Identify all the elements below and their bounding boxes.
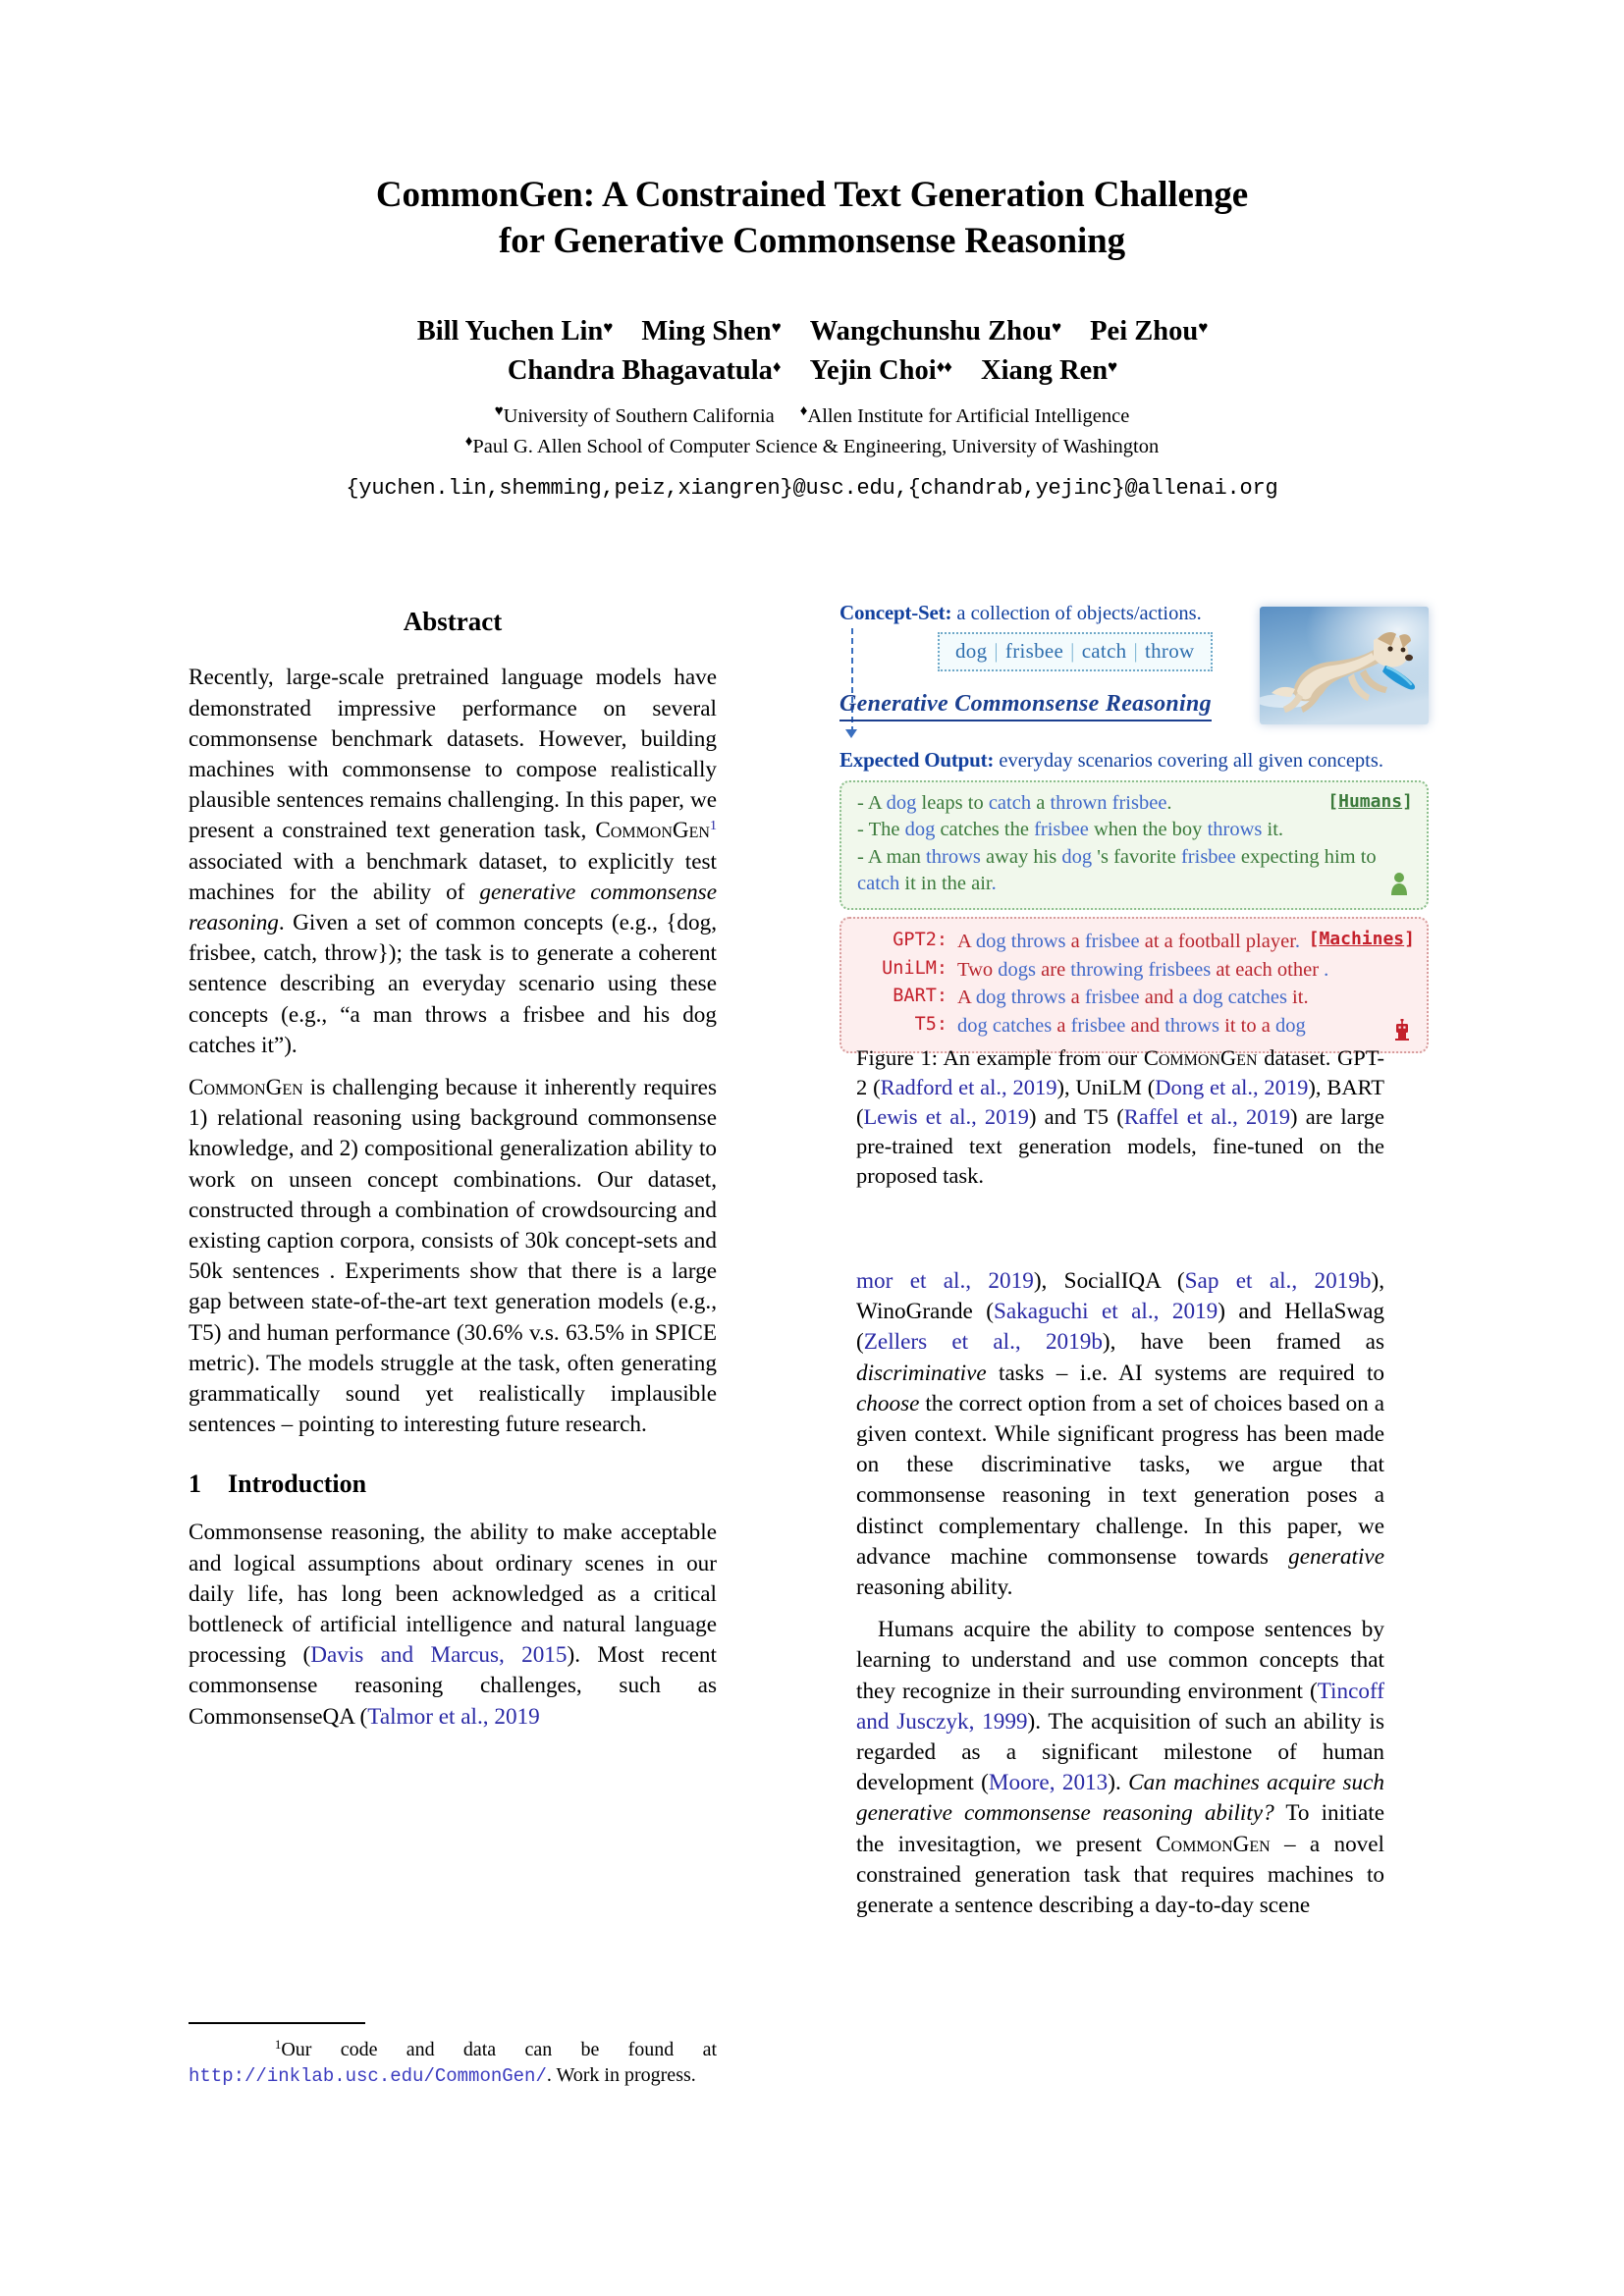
human-sentence-2 (857, 817, 1411, 843)
author: Bill Yuchen Lin♥ (416, 315, 613, 347)
text-run: a dog catches (1178, 987, 1287, 1009)
model-name: GPT2: (893, 929, 947, 950)
text-run: dog throws (975, 930, 1066, 952)
affiliation-list (187, 401, 1437, 462)
text-run: . (1324, 958, 1329, 981)
machines-examples-box (839, 917, 1429, 1053)
footnote-marker: 1 (710, 819, 717, 834)
human-sentence-3 (857, 844, 1411, 871)
machines-tag: [Machines] (1308, 928, 1415, 949)
footnote-rule (189, 2022, 365, 2024)
section-title: Introduction (228, 1469, 367, 1499)
text-run: and (1125, 1014, 1165, 1037)
section-number: 1 (189, 1469, 201, 1499)
italic-phrase: discriminative (856, 1360, 987, 1386)
italic-phrase: choose (856, 1390, 920, 1416)
text-run: the (999, 819, 1035, 841)
machine-row-t5 (857, 1012, 1411, 1041)
concept-item: dog (955, 639, 988, 663)
model-output (957, 956, 1411, 985)
text-run: - A (857, 792, 887, 814)
citation-link[interactable]: Talmor et al., 2019 (367, 1703, 540, 1730)
footnote (189, 2022, 717, 2089)
model-name: BART: (893, 986, 947, 1007)
concept-set-box (938, 632, 1213, 671)
citation-link[interactable]: Dong et al., 2019 (1155, 1074, 1309, 1099)
commongen-smallcaps: CommonGen (1156, 1831, 1271, 1857)
commongen-smallcaps: CommonGen (1143, 1045, 1258, 1070)
text-run: at each other (1211, 958, 1325, 981)
concept-separator: | (1133, 639, 1138, 663)
footnote-text: $^1$Our code and data can be found at http://inklab.usc.edu/CommonGen/. Work in progress. (189, 2036, 718, 2088)
text-run: . (1166, 792, 1172, 814)
affiliation-marker: ♥ (771, 317, 781, 337)
text-run: - The (857, 819, 905, 841)
text-run: dog (886, 792, 922, 814)
affiliation-marker: ♦ (772, 357, 781, 377)
text-run: - A man (857, 845, 927, 868)
abstract-paragraph-2: CommonGen is challenging because it inherently requires 1) relational reasoning using background commonsense knowledge, and 2) compositional generalization ability to work on unseen concept combinations. Our dataset, constructed through a combination of crowdsourcing and existing caption corpora, consists of 30k concept-sets and 50k sentences . Experiments show that there is a large gap between state-of-the-art text generation models (e.g., T5) and human performance (30.6% v.s. 63.5% in SPICE metric). The models struggle at the task, often generating grammatically sound yet realistically implausible sentences – pointing to interesting future research. (189, 1074, 717, 1438)
task-name-label: Generative Commonsense Reasoning (839, 691, 1212, 721)
machine-row-bart (857, 984, 1411, 1012)
text-run: and (1139, 987, 1179, 1009)
model-name: UniLM: (882, 957, 947, 979)
author: Pei Zhou♥ (1090, 315, 1208, 347)
commongen-smallcaps: CommonGen (595, 818, 710, 844)
affiliation-marker: ♥ (1108, 357, 1117, 377)
text-run: frisbee (1034, 819, 1094, 841)
text-run: away his (985, 845, 1062, 868)
text-run: a (1065, 987, 1085, 1009)
concept-item: throw (1145, 639, 1195, 663)
affiliation-text: Paul G. Allen School of Computer Science & Engineering, University of Washington (472, 435, 1160, 457)
text-run: frisbee (1084, 987, 1140, 1009)
text-run: catch (988, 792, 1037, 814)
text-run: throws (1164, 1014, 1220, 1037)
text-run: throws (926, 845, 986, 868)
citation-link[interactable]: Moore, 2013 (988, 1770, 1109, 1796)
affiliation-marker: ♥ (603, 317, 613, 337)
left-column (189, 604, 717, 1744)
text-run: catch (857, 873, 905, 895)
humans-examples-box (839, 780, 1429, 910)
author: Wangchunshu Zhou♥ (809, 315, 1061, 347)
concept-separator: | (1070, 639, 1075, 663)
figure-1-caption: Figure 1: An example from our CommonGen dataset. GPT-2 (Radford et al., 2019), UniLM (Dong et al., 2019), BART (Lewis et al., 2019) and T5 (Raffel et al., 2019) are large pre-trained text generation models, fine-tuned on the proposed task. (856, 1045, 1384, 1188)
text-run: throwing frisbees (1070, 958, 1212, 981)
dog-catching-frisbee-photo (1260, 607, 1429, 724)
section-heading-introduction (189, 1468, 717, 1502)
author: Chandra Bhagavatula♦ (507, 355, 781, 387)
text-run: 's favorite (1097, 845, 1181, 868)
affiliation-text: University of Southern California (503, 404, 775, 427)
author: Ming Shen♥ (641, 315, 781, 347)
text-run: frisbee (1180, 845, 1241, 868)
citation-link[interactable]: Sakaguchi et al., 2019 (993, 1299, 1218, 1325)
citation-link[interactable]: Radford et al., 2019 (880, 1074, 1057, 1099)
text-run: frisbee (1084, 930, 1140, 952)
concept-item: frisbee (1004, 639, 1064, 663)
concept-set-description: a collection of objects/actions. (951, 603, 1202, 624)
affiliation-row-2 (187, 432, 1437, 462)
text-run: A (957, 987, 976, 1009)
citation-link[interactable]: Lewis et al., 2019 (863, 1103, 1029, 1129)
text-run: a (1036, 792, 1051, 814)
text-run: a (1065, 930, 1085, 952)
machine-row-unilm (857, 956, 1411, 985)
title-line-1: CommonGen: A Constrained Text Generation Challenge (375, 175, 1249, 215)
text-run: . (991, 873, 997, 895)
text-run: frisbee (1070, 1014, 1126, 1037)
abstract-heading: Abstract (403, 607, 503, 636)
footnote-marker: 1 (274, 2036, 282, 2052)
text-run: catches (940, 819, 1000, 841)
text-run: dog catches (957, 1014, 1053, 1037)
italic-phrase: Can machines acquire such generative commonsense reasoning ability? (856, 1770, 1384, 1827)
affiliation-marker: ♥ (1198, 317, 1208, 337)
italic-phrase: generative commonsense reasoning (189, 879, 717, 935)
text-run: thrown frisbee (1050, 792, 1167, 814)
affiliation-row-1 (187, 401, 1437, 432)
text-run: it. (1267, 819, 1284, 841)
text-run: Two (957, 958, 999, 981)
text-run: expecting him to (1240, 845, 1377, 868)
figure-1 (839, 601, 1429, 1053)
author-list (187, 312, 1437, 392)
footnote-url-link[interactable]: http://inklab.usc.edu/CommonGen/ (189, 2065, 547, 2088)
author-emails: {yuchen.lin,shemming,peiz,xiangren}@usc.edu,{chandrab,yejinc}@allenai.org (346, 475, 1278, 501)
text-run: . (1294, 930, 1301, 952)
intro-paragraph-1-cont: mor et al., 2019), SocialIQA (Sap et al., 2019b), WinoGrande (Sakaguchi et al., 2019) and HellaSwag (Zellers et al., 2019b), have been framed as discriminative tasks – i.e. AI systems are required to choose the correct option from a set of choices based on a given context. While significant progress has been made on these discriminative tasks, we argue that commonsense reasoning in text generation poses a distinct complementary challenge. In this paper, we advance machine commonsense towards generative reasoning ability. (856, 1268, 1384, 1601)
model-name: T5: (914, 1013, 947, 1035)
affiliation-marker: ♥ (1052, 317, 1061, 337)
text-run: throws (1207, 819, 1268, 841)
flow-arrow-head (845, 729, 857, 738)
affiliation-text: Allen Institute for Artificial Intelligence (807, 404, 1130, 427)
text-run: it in the air (904, 873, 992, 895)
person-icon (1389, 872, 1409, 900)
text-run: A (957, 930, 976, 952)
abstract-paragraph-1: Recently, large-scale pretrained language models have demonstrated impressive performance on several commonsense benchmark datasets. However, building machines with commonsense to compose realistically plausible sentences remains challenging. In this paper, we present a constrained text generation task, CommonGen$^1$ associated with a benchmark dataset, to explicitly test machines for the ability of generative commonsense reasoning. Given a set of common concepts (e.g., {dog, frisbee, catch, throw}); the task is to generate a coherent sentence describing an everyday scenario using these concepts (e.g., “a man throws a frisbee and his dog catches it”). (189, 665, 717, 1058)
title-block (187, 172, 1437, 501)
model-output (957, 984, 1411, 1012)
author: Xiang Ren♥ (980, 355, 1117, 387)
text-run: are (1036, 958, 1071, 981)
citation-link[interactable]: Sap et al., 2019b (1184, 1268, 1372, 1294)
citation-link[interactable]: Zellers et al., 2019b (863, 1329, 1103, 1356)
expected-output-label: Expected Output: (839, 748, 995, 772)
right-column (856, 1266, 1384, 1933)
concept-set-label: Concept-Set: (839, 601, 952, 624)
affiliation-marker: ♦♦ (936, 357, 951, 377)
model-output (957, 1012, 1411, 1041)
italic-phrase: generative (1288, 1543, 1384, 1570)
author-row-1 (187, 312, 1437, 351)
citation-link[interactable]: Raffel et al., 2019 (1123, 1103, 1290, 1129)
text-run: it to a (1219, 1014, 1275, 1037)
concept-item: catch (1081, 639, 1127, 663)
affiliation-marker: ♦ (464, 433, 473, 450)
intro-paragraph-1: Commonsense reasoning, the ability to make acceptable and logical assumptions about ordinary scenes in our daily life, has long been acknowledged as a critical bottleneck of artificial intelligence and natural language processing (Davis and Marcus, 2015). Most recent commonsense reasoning challenges, such as CommonsenseQA (Talmor et al., 2019 (189, 1520, 717, 1730)
citation-link[interactable]: Davis and Marcus, 2015 (310, 1642, 568, 1669)
citation-link[interactable]: Tincoff and Jusczyk, 1999 (856, 1678, 1384, 1735)
affiliation-marker: ♦ (799, 402, 808, 419)
title-line-2: for Generative Commonsense Reasoning (498, 221, 1125, 262)
expected-output-line (839, 748, 1429, 773)
intro-paragraph-2: Humans acquire the ability to compose sentences by learning to understand and use common concepts that they recognize in their surrounding environment (Tincoff and Jusczyk, 1999). The acquisition of such an ability is regarded as a significant milestone of human development (Moore, 2013). Can machines acquire such generative commonsense reasoning ability? To initiate the invesitagtion, we present CommonGen – a novel constrained generation task that requires machines to generate a sentence describing a day-to-day scene (856, 1617, 1384, 1919)
text-run: at a football player (1139, 930, 1295, 952)
text-run: a (1052, 1014, 1071, 1037)
text-run: dog (904, 819, 941, 841)
human-sentence-3-cont (857, 871, 1411, 897)
text-run: dogs (998, 958, 1037, 981)
text-run: when the boy (1093, 819, 1208, 841)
commongen-smallcaps: CommonGen (189, 1074, 303, 1100)
author-row-2 (187, 351, 1437, 391)
concept-separator: | (994, 639, 999, 663)
text-run: dog (1061, 845, 1098, 868)
text-run: it. (1286, 987, 1309, 1009)
page-title (187, 172, 1437, 265)
text-run: leaps to (921, 792, 989, 814)
affiliation-marker: ♥ (494, 402, 504, 419)
author: Yejin Choi♦♦ (809, 355, 951, 387)
expected-output-description: everyday scenarios covering all given concepts. (994, 750, 1383, 772)
citation-link[interactable]: mor et al., 2019 (856, 1268, 1034, 1294)
robot-icon (1393, 1019, 1411, 1045)
text-run: dog throws (975, 987, 1066, 1009)
humans-tag: [Humans] (1327, 791, 1413, 812)
figure-top-row (839, 601, 1429, 746)
text-run: dog (1274, 1014, 1306, 1037)
